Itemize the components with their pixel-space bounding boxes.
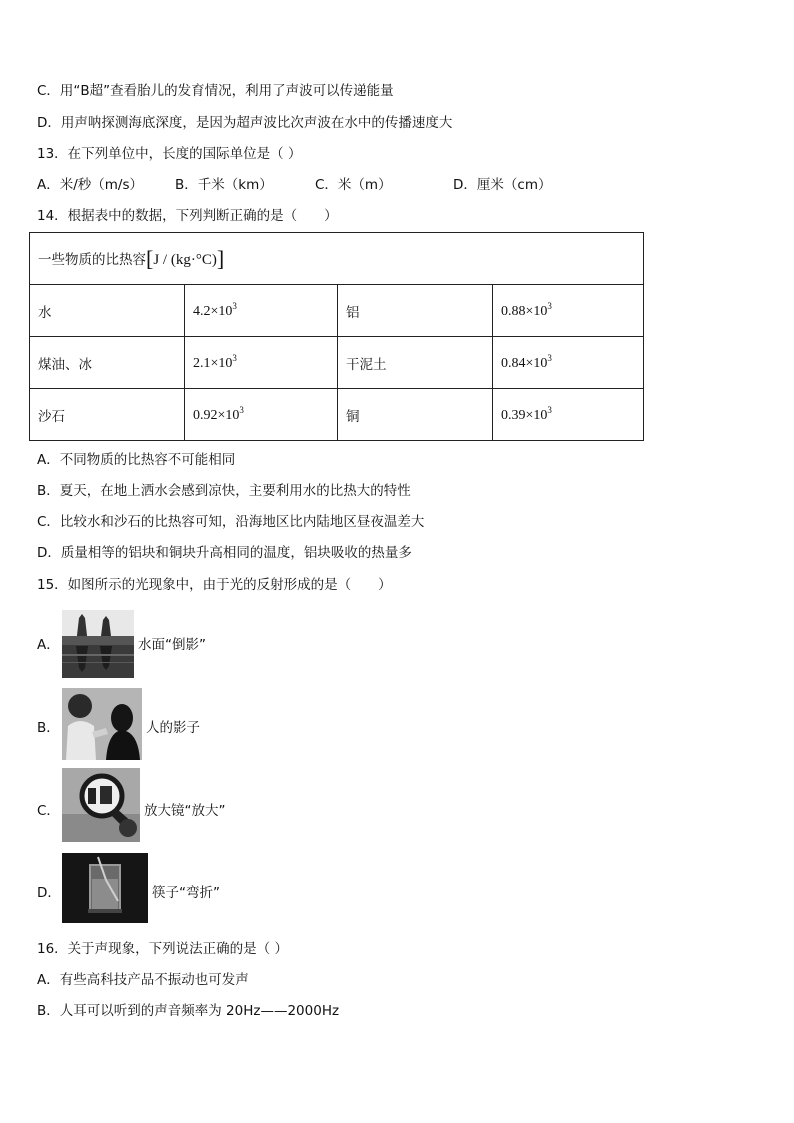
table-cell: 铜 bbox=[338, 389, 493, 441]
table-cell bbox=[493, 285, 644, 337]
q14-option-d: D．质量相等的铝块和铜块升高相同的温度，铝块吸收的热量多 bbox=[37, 545, 412, 561]
table-row bbox=[30, 389, 644, 441]
q15-option-c-caption: 放大镜“放大” bbox=[144, 803, 226, 819]
table-cell: 干泥土 bbox=[338, 337, 493, 389]
q16-stem: 16．关于声现象，下列说法正确的是（ ） bbox=[37, 941, 288, 957]
table-cell bbox=[185, 285, 338, 337]
value-exponent: 3 bbox=[547, 405, 552, 415]
value-base: 2.1×10 bbox=[193, 356, 233, 371]
value-exponent: 3 bbox=[547, 301, 552, 311]
value-exponent: 3 bbox=[547, 353, 552, 363]
table-row bbox=[30, 337, 644, 389]
value-base: 0.84×10 bbox=[501, 356, 548, 371]
q15-option-a-label: A． bbox=[37, 637, 60, 653]
q15-option-b-caption: 人的影子 bbox=[146, 720, 200, 736]
shadow-photo bbox=[62, 688, 142, 760]
q16-option-a: A．有些高科技产品不振动也可发声 bbox=[37, 972, 249, 988]
chopstick-image bbox=[62, 853, 148, 923]
q12-option-d: D．用声呐探测海底深度，是因为超声波比次声波在水中的传播速度大 bbox=[37, 115, 453, 131]
q16-option-b: B．人耳可以听到的声音频率为 20Hz——2000Hz bbox=[37, 1003, 340, 1019]
value-exponent: 3 bbox=[232, 301, 237, 311]
table-cell: 铝 bbox=[338, 285, 493, 337]
value-base: 4.2×10 bbox=[193, 304, 233, 319]
water-reflection-image bbox=[62, 610, 134, 678]
q15-option-b-label: B． bbox=[37, 720, 60, 736]
table-cell bbox=[493, 337, 644, 389]
q14-stem: 14．根据表中的数据，下列判断正确的是（ ） bbox=[37, 208, 338, 224]
value-base: 0.92×10 bbox=[193, 408, 240, 423]
q13-stem: 13．在下列单位中，长度的国际单位是（ ） bbox=[37, 146, 302, 162]
q15-option-d-label: D． bbox=[37, 885, 61, 901]
table-cell bbox=[185, 337, 338, 389]
value-exponent: 3 bbox=[232, 353, 237, 363]
q14-option-a: A．不同物质的比热容不可能相同 bbox=[37, 452, 236, 468]
specific-heat-table bbox=[29, 232, 644, 441]
table-cell bbox=[185, 389, 338, 441]
chopstick-in-water-photo bbox=[62, 853, 148, 923]
value-exponent: 3 bbox=[239, 405, 244, 415]
table-title-unit-inner: J / (kg·°C) bbox=[153, 251, 217, 268]
shadow-image bbox=[62, 688, 142, 760]
table-title-unit: [J / (kg·°C)] bbox=[146, 245, 225, 271]
table-title-text: 一些物质的比热容 bbox=[38, 251, 146, 268]
q15-option-d-caption: 筷子“弯折” bbox=[152, 885, 220, 901]
table-title-row bbox=[30, 233, 644, 285]
value-base: 0.39×10 bbox=[501, 408, 548, 423]
q12-option-c: C．用“B超”查看胎儿的发育情况，利用了声波可以传递能量 bbox=[37, 83, 394, 99]
q13-option-d: D．厘米（cm） bbox=[453, 177, 552, 193]
water-reflection-photo bbox=[62, 610, 134, 678]
table-cell: 水 bbox=[30, 285, 185, 337]
table-cell: 沙石 bbox=[30, 389, 185, 441]
q13-options bbox=[37, 176, 551, 194]
table-title bbox=[30, 233, 644, 285]
magnifier-photo bbox=[62, 768, 140, 842]
q13-option-b: B．千米（km） bbox=[175, 177, 273, 193]
table-cell bbox=[493, 389, 644, 441]
table-row bbox=[30, 285, 644, 337]
q14-option-c: C．比较水和沙石的比热容可知，沿海地区比内陆地区昼夜温差大 bbox=[37, 514, 425, 530]
q15-stem: 15．如图所示的光现象中，由于光的反射形成的是（ ） bbox=[37, 577, 392, 593]
q15-option-c-label: C． bbox=[37, 803, 60, 819]
magnifier-image bbox=[62, 768, 140, 842]
table-cell: 煤油、冰 bbox=[30, 337, 185, 389]
q15-option-a-caption: 水面“倒影” bbox=[138, 637, 206, 653]
q13-option-a: A．米/秒（m/s） bbox=[37, 177, 144, 193]
value-base: 0.88×10 bbox=[501, 304, 548, 319]
q14-option-b: B．夏天，在地上洒水会感到凉快，主要利用水的比热大的特性 bbox=[37, 483, 411, 499]
q13-option-c: C．米（m） bbox=[315, 177, 392, 193]
